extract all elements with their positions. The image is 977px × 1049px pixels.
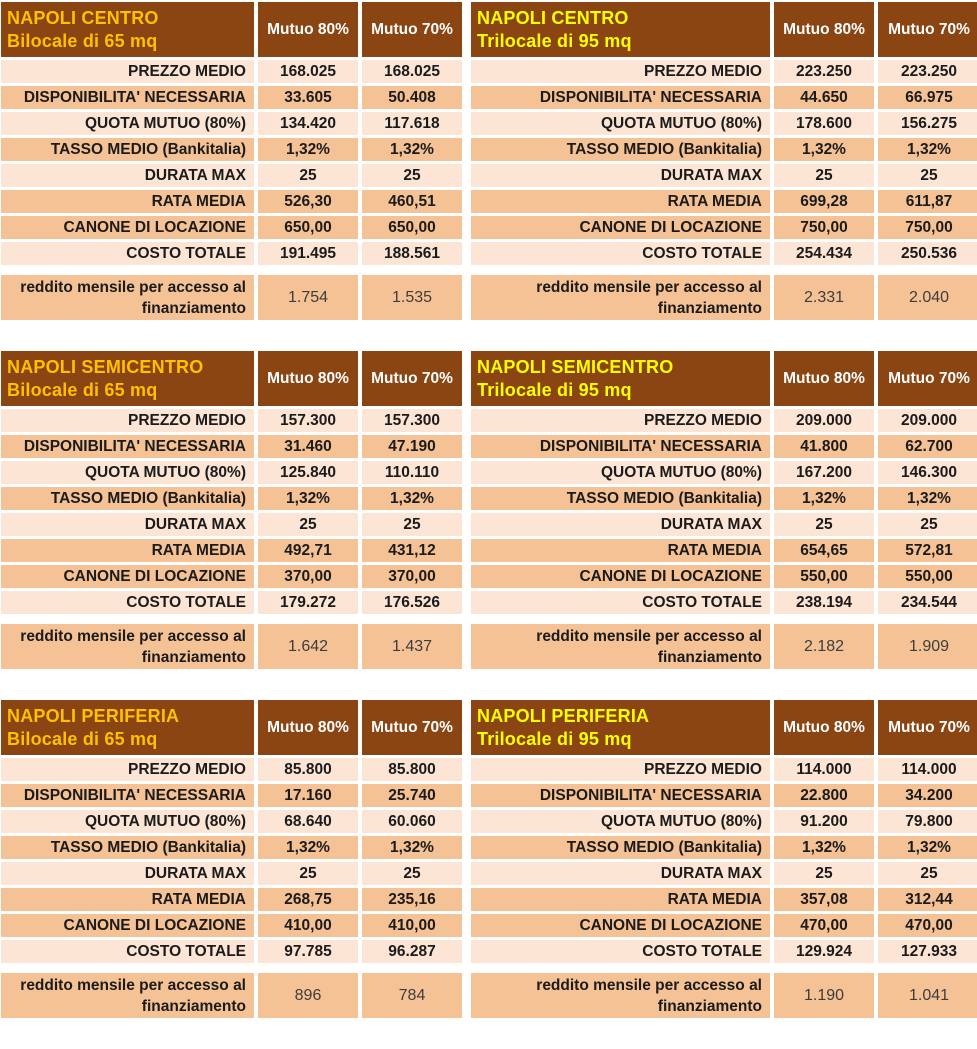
row-label: TASSO MEDIO (Bankitalia): [471, 138, 770, 161]
table-row: [1, 539, 462, 562]
value-cell-mutuo-70: 410,00: [362, 914, 462, 937]
table-row: [1, 216, 462, 239]
table-row: [1, 242, 462, 265]
value-cell-mutuo-80: 134.420: [258, 112, 358, 135]
table-row: [471, 862, 977, 885]
row-label: QUOTA MUTUO (80%): [471, 461, 770, 484]
table-header: [1, 351, 462, 406]
row-label: PREZZO MEDIO: [471, 758, 770, 781]
table-row: [471, 86, 977, 109]
value-cell-mutuo-80: 25: [258, 862, 358, 885]
value-cell-mutuo-70: 1,32%: [878, 487, 977, 510]
value-cell-mutuo-70: 223.250: [878, 60, 977, 83]
value-cell-mutuo-70: 66.975: [878, 86, 977, 109]
row-label: DISPONIBILITA' NECESSARIA: [471, 784, 770, 807]
table-row: [471, 216, 977, 239]
table-row: [1, 758, 462, 781]
table-title-zone: NAPOLI SEMICENTRO: [477, 356, 674, 377]
row-label: CANONE DI LOCAZIONE: [471, 216, 770, 239]
value-cell-mutuo-70: 25: [362, 862, 462, 885]
row-label: DURATA MAX: [471, 164, 770, 187]
value-cell-mutuo-70: 85.800: [362, 758, 462, 781]
income-label-line-1: reddito mensile per accesso al: [536, 627, 762, 645]
table-row: [1, 940, 462, 963]
table-row: [1, 914, 462, 937]
value-cell-mutuo-70: 127.933: [878, 940, 977, 963]
income-value-mutuo-80: 2.182: [774, 624, 874, 669]
row-label: RATA MEDIA: [1, 539, 254, 562]
row-label: DISPONIBILITA' NECESSARIA: [471, 86, 770, 109]
table-row: [1, 862, 462, 885]
table-row: [1, 591, 462, 614]
table-row: [471, 138, 977, 161]
table-row: [471, 435, 977, 458]
column-header-mutuo-80: Mutuo 80%: [258, 351, 358, 406]
value-cell-mutuo-80: 550,00: [774, 565, 874, 588]
value-cell-mutuo-70: 370,00: [362, 565, 462, 588]
value-cell-mutuo-70: 1,32%: [878, 836, 977, 859]
table-row: [1, 487, 462, 510]
row-label: QUOTA MUTUO (80%): [471, 112, 770, 135]
table-title-unit: Bilocale di 65 mq: [7, 30, 158, 51]
value-cell-mutuo-80: 357,08: [774, 888, 874, 911]
income-row: [471, 973, 977, 1018]
income-value-mutuo-70: 784: [362, 973, 462, 1018]
table-row: [1, 836, 462, 859]
column-header-mutuo-70: Mutuo 70%: [878, 2, 977, 57]
income-label-line-2: finanziamento: [141, 299, 246, 317]
table-row: [471, 914, 977, 937]
table-row: [471, 565, 977, 588]
table-row: [1, 784, 462, 807]
row-label: DISPONIBILITA' NECESSARIA: [471, 435, 770, 458]
income-row-label: [1, 973, 254, 1018]
row-label: RATA MEDIA: [471, 539, 770, 562]
value-cell-mutuo-70: 1,32%: [362, 836, 462, 859]
income-label-line-2: finanziamento: [657, 648, 762, 666]
income-label-line-1: reddito mensile per accesso al: [20, 976, 246, 994]
value-cell-mutuo-70: 460,51: [362, 190, 462, 213]
row-label: CANONE DI LOCAZIONE: [1, 914, 254, 937]
table-row: [471, 487, 977, 510]
income-label-line-2: finanziamento: [141, 997, 246, 1015]
value-cell-mutuo-70: 750,00: [878, 216, 977, 239]
value-cell-mutuo-80: 68.640: [258, 810, 358, 833]
income-value-mutuo-70: 1.535: [362, 275, 462, 320]
value-cell-mutuo-80: 223.250: [774, 60, 874, 83]
table-row: [471, 112, 977, 135]
column-header-mutuo-80: Mutuo 80%: [774, 700, 874, 755]
value-cell-mutuo-70: 146.300: [878, 461, 977, 484]
value-cell-mutuo-80: 410,00: [258, 914, 358, 937]
income-value-mutuo-80: 2.331: [774, 275, 874, 320]
income-label-line-1: reddito mensile per accesso al: [20, 278, 246, 296]
value-cell-mutuo-80: 699,28: [774, 190, 874, 213]
mortgage-table-napoli-centro-trilocale-di-95-mq: [471, 2, 977, 320]
value-cell-mutuo-70: 96.287: [362, 940, 462, 963]
table-row: [1, 164, 462, 187]
value-cell-mutuo-70: 234.544: [878, 591, 977, 614]
value-cell-mutuo-80: 1,32%: [258, 836, 358, 859]
table-row: [1, 409, 462, 432]
value-cell-mutuo-80: 22.800: [774, 784, 874, 807]
value-cell-mutuo-70: 650,00: [362, 216, 462, 239]
table-row: [471, 888, 977, 911]
income-value-mutuo-80: 1.754: [258, 275, 358, 320]
value-cell-mutuo-70: 1,32%: [362, 487, 462, 510]
table-title-zone: NAPOLI SEMICENTRO: [7, 356, 204, 377]
value-cell-mutuo-70: 470,00: [878, 914, 977, 937]
income-value-mutuo-80: 1.642: [258, 624, 358, 669]
table-row: [471, 758, 977, 781]
table-header: [471, 2, 977, 57]
value-cell-mutuo-70: 60.060: [362, 810, 462, 833]
value-cell-mutuo-80: 470,00: [774, 914, 874, 937]
income-value-mutuo-70: 1.909: [878, 624, 977, 669]
income-value-mutuo-80: 896: [258, 973, 358, 1018]
table-header: [471, 700, 977, 755]
mortgage-table-napoli-semicentro-bilocale-di-65-mq: [1, 351, 462, 669]
column-header-mutuo-70: Mutuo 70%: [362, 700, 462, 755]
mortgage-table-napoli-semicentro-trilocale-di-95-mq: [471, 351, 977, 669]
value-cell-mutuo-70: 25: [878, 513, 977, 536]
income-label-line-1: reddito mensile per accesso al: [536, 976, 762, 994]
value-cell-mutuo-80: 91.200: [774, 810, 874, 833]
value-cell-mutuo-70: 25: [362, 164, 462, 187]
column-header-mutuo-70: Mutuo 70%: [362, 351, 462, 406]
table-row: [1, 190, 462, 213]
value-cell-mutuo-70: 312,44: [878, 888, 977, 911]
table-row: [471, 836, 977, 859]
table-row: [471, 513, 977, 536]
table-row: [1, 435, 462, 458]
value-cell-mutuo-70: 25: [878, 164, 977, 187]
value-cell-mutuo-80: 1,32%: [258, 487, 358, 510]
table-row: [1, 888, 462, 911]
table-row: [1, 60, 462, 83]
income-value-mutuo-70: 2.040: [878, 275, 977, 320]
row-label: CANONE DI LOCAZIONE: [1, 565, 254, 588]
value-cell-mutuo-80: 526,30: [258, 190, 358, 213]
row-label: QUOTA MUTUO (80%): [1, 810, 254, 833]
row-label: DURATA MAX: [1, 164, 254, 187]
value-cell-mutuo-70: 50.408: [362, 86, 462, 109]
value-cell-mutuo-80: 370,00: [258, 565, 358, 588]
income-label-line-1: reddito mensile per accesso al: [536, 278, 762, 296]
value-cell-mutuo-80: 179.272: [258, 591, 358, 614]
value-cell-mutuo-70: 62.700: [878, 435, 977, 458]
mortgage-table-napoli-periferia-bilocale-di-65-mq: [1, 700, 462, 1018]
table-row: [1, 565, 462, 588]
value-cell-mutuo-80: 25: [774, 513, 874, 536]
income-label-line-2: finanziamento: [141, 648, 246, 666]
value-cell-mutuo-70: 34.200: [878, 784, 977, 807]
row-label: COSTO TOTALE: [471, 591, 770, 614]
income-row-label: [471, 275, 770, 320]
mortgage-table-napoli-periferia-trilocale-di-95-mq: [471, 700, 977, 1018]
value-cell-mutuo-80: 1,32%: [258, 138, 358, 161]
income-row: [1, 973, 462, 1018]
column-header-mutuo-70: Mutuo 70%: [362, 2, 462, 57]
value-cell-mutuo-80: 1,32%: [774, 487, 874, 510]
row-label: TASSO MEDIO (Bankitalia): [471, 836, 770, 859]
table-title: [1, 351, 254, 406]
table-title: [1, 700, 254, 755]
value-cell-mutuo-80: 750,00: [774, 216, 874, 239]
row-label: DURATA MAX: [1, 862, 254, 885]
value-cell-mutuo-80: 114.000: [774, 758, 874, 781]
table-title-unit: Trilocale di 95 mq: [477, 30, 632, 51]
income-row: [471, 624, 977, 669]
value-cell-mutuo-80: 25: [774, 164, 874, 187]
row-label: COSTO TOTALE: [471, 940, 770, 963]
row-label: COSTO TOTALE: [1, 591, 254, 614]
value-cell-mutuo-70: 157.300: [362, 409, 462, 432]
value-cell-mutuo-80: 178.600: [774, 112, 874, 135]
value-cell-mutuo-80: 85.800: [258, 758, 358, 781]
table-row: [471, 810, 977, 833]
value-cell-mutuo-70: 188.561: [362, 242, 462, 265]
row-label: COSTO TOTALE: [1, 940, 254, 963]
row-label: QUOTA MUTUO (80%): [471, 810, 770, 833]
value-cell-mutuo-80: 97.785: [258, 940, 358, 963]
table-header: [1, 700, 462, 755]
table-title: [471, 700, 770, 755]
value-cell-mutuo-70: 176.526: [362, 591, 462, 614]
column-header-mutuo-80: Mutuo 80%: [258, 2, 358, 57]
table-row: [1, 112, 462, 135]
row-label: DURATA MAX: [1, 513, 254, 536]
value-cell-mutuo-70: 25.740: [362, 784, 462, 807]
value-cell-mutuo-70: 168.025: [362, 60, 462, 83]
table-row: [1, 86, 462, 109]
value-cell-mutuo-70: 114.000: [878, 758, 977, 781]
table-row: [471, 242, 977, 265]
table-row: [471, 409, 977, 432]
income-row: [1, 275, 462, 320]
table-row: [1, 513, 462, 536]
income-row: [471, 275, 977, 320]
value-cell-mutuo-70: 1,32%: [878, 138, 977, 161]
table-title-zone: NAPOLI CENTRO: [477, 7, 629, 28]
column-header-mutuo-70: Mutuo 70%: [878, 351, 977, 406]
table-row: [1, 810, 462, 833]
row-label: DISPONIBILITA' NECESSARIA: [1, 784, 254, 807]
value-cell-mutuo-70: 110.110: [362, 461, 462, 484]
value-cell-mutuo-70: 1,32%: [362, 138, 462, 161]
value-cell-mutuo-80: 33.605: [258, 86, 358, 109]
row-label: PREZZO MEDIO: [1, 60, 254, 83]
income-row: [1, 624, 462, 669]
column-header-mutuo-80: Mutuo 80%: [774, 351, 874, 406]
value-cell-mutuo-80: 25: [774, 862, 874, 885]
mortgage-table-napoli-centro-bilocale-di-65-mq: [1, 2, 462, 320]
value-cell-mutuo-80: 1,32%: [774, 836, 874, 859]
table-row: [471, 940, 977, 963]
value-cell-mutuo-70: 25: [362, 513, 462, 536]
income-row-label: [1, 624, 254, 669]
row-label: CANONE DI LOCAZIONE: [471, 565, 770, 588]
value-cell-mutuo-80: 31.460: [258, 435, 358, 458]
table-row: [471, 591, 977, 614]
value-cell-mutuo-80: 157.300: [258, 409, 358, 432]
income-label-line-2: finanziamento: [657, 997, 762, 1015]
row-label: PREZZO MEDIO: [1, 409, 254, 432]
value-cell-mutuo-70: 431,12: [362, 539, 462, 562]
column-left: [1, 2, 462, 1049]
value-cell-mutuo-70: 47.190: [362, 435, 462, 458]
value-cell-mutuo-80: 650,00: [258, 216, 358, 239]
column-header-mutuo-70: Mutuo 70%: [878, 700, 977, 755]
row-label: RATA MEDIA: [471, 190, 770, 213]
row-label: RATA MEDIA: [1, 190, 254, 213]
value-cell-mutuo-70: 209.000: [878, 409, 977, 432]
value-cell-mutuo-80: 238.194: [774, 591, 874, 614]
value-cell-mutuo-80: 44.650: [774, 86, 874, 109]
table-title-zone: NAPOLI PERIFERIA: [7, 705, 180, 726]
row-label: TASSO MEDIO (Bankitalia): [1, 836, 254, 859]
row-label: RATA MEDIA: [1, 888, 254, 911]
value-cell-mutuo-80: 209.000: [774, 409, 874, 432]
income-label-line-1: reddito mensile per accesso al: [20, 627, 246, 645]
value-cell-mutuo-70: 25: [878, 862, 977, 885]
table-header: [1, 2, 462, 57]
row-label: TASSO MEDIO (Bankitalia): [1, 487, 254, 510]
table-row: [1, 138, 462, 161]
row-label: QUOTA MUTUO (80%): [1, 112, 254, 135]
value-cell-mutuo-80: 17.160: [258, 784, 358, 807]
table-title-zone: NAPOLI PERIFERIA: [477, 705, 650, 726]
value-cell-mutuo-80: 125.840: [258, 461, 358, 484]
value-cell-mutuo-70: 250.536: [878, 242, 977, 265]
row-label: DURATA MAX: [471, 862, 770, 885]
value-cell-mutuo-70: 572,81: [878, 539, 977, 562]
table-row: [471, 60, 977, 83]
table-title: [471, 2, 770, 57]
table-row: [471, 164, 977, 187]
value-cell-mutuo-80: 254.434: [774, 242, 874, 265]
income-value-mutuo-70: 1.437: [362, 624, 462, 669]
row-label: DISPONIBILITA' NECESSARIA: [1, 86, 254, 109]
row-label: DISPONIBILITA' NECESSARIA: [1, 435, 254, 458]
row-label: COSTO TOTALE: [1, 242, 254, 265]
row-label: RATA MEDIA: [471, 888, 770, 911]
table-title-unit: Trilocale di 95 mq: [477, 379, 632, 400]
row-label: QUOTA MUTUO (80%): [1, 461, 254, 484]
income-label-line-2: finanziamento: [657, 299, 762, 317]
table-title: [1, 2, 254, 57]
table-row: [1, 461, 462, 484]
value-cell-mutuo-80: 268,75: [258, 888, 358, 911]
value-cell-mutuo-70: 156.275: [878, 112, 977, 135]
table-header: [471, 351, 977, 406]
column-header-mutuo-80: Mutuo 80%: [774, 2, 874, 57]
table-title-unit: Bilocale di 65 mq: [7, 728, 158, 749]
table-title-zone: NAPOLI CENTRO: [7, 7, 159, 28]
income-value-mutuo-70: 1.041: [878, 973, 977, 1018]
table-row: [471, 539, 977, 562]
table-title-unit: Trilocale di 95 mq: [477, 728, 632, 749]
value-cell-mutuo-80: 41.800: [774, 435, 874, 458]
value-cell-mutuo-70: 550,00: [878, 565, 977, 588]
value-cell-mutuo-80: 492,71: [258, 539, 358, 562]
row-label: CANONE DI LOCAZIONE: [1, 216, 254, 239]
income-row-label: [1, 275, 254, 320]
value-cell-mutuo-80: 25: [258, 513, 358, 536]
income-row-label: [471, 624, 770, 669]
table-row: [471, 784, 977, 807]
row-label: TASSO MEDIO (Bankitalia): [471, 487, 770, 510]
value-cell-mutuo-80: 654,65: [774, 539, 874, 562]
value-cell-mutuo-70: 117.618: [362, 112, 462, 135]
value-cell-mutuo-80: 191.495: [258, 242, 358, 265]
row-label: TASSO MEDIO (Bankitalia): [1, 138, 254, 161]
row-label: PREZZO MEDIO: [1, 758, 254, 781]
value-cell-mutuo-70: 235,16: [362, 888, 462, 911]
row-label: COSTO TOTALE: [471, 242, 770, 265]
value-cell-mutuo-80: 1,32%: [774, 138, 874, 161]
column-header-mutuo-80: Mutuo 80%: [258, 700, 358, 755]
column-right: [471, 2, 977, 1049]
table-title-unit: Bilocale di 65 mq: [7, 379, 158, 400]
table-row: [471, 190, 977, 213]
row-label: PREZZO MEDIO: [471, 60, 770, 83]
table-row: [471, 461, 977, 484]
value-cell-mutuo-70: 611,87: [878, 190, 977, 213]
row-label: CANONE DI LOCAZIONE: [471, 914, 770, 937]
income-value-mutuo-80: 1.190: [774, 973, 874, 1018]
value-cell-mutuo-70: 79.800: [878, 810, 977, 833]
value-cell-mutuo-80: 167.200: [774, 461, 874, 484]
value-cell-mutuo-80: 168.025: [258, 60, 358, 83]
value-cell-mutuo-80: 25: [258, 164, 358, 187]
table-title: [471, 351, 770, 406]
value-cell-mutuo-80: 129.924: [774, 940, 874, 963]
row-label: DURATA MAX: [471, 513, 770, 536]
row-label: PREZZO MEDIO: [471, 409, 770, 432]
income-row-label: [471, 973, 770, 1018]
